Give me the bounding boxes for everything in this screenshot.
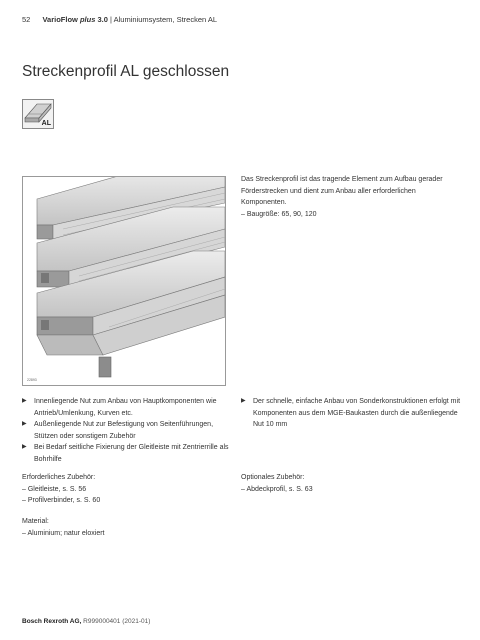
footer-doc: R999000401 (2021-01) — [83, 618, 151, 625]
profile-badge — [22, 99, 54, 129]
required-accessories — [22, 472, 222, 507]
list-item: ▶ Der schnelle, einfache Anbau von Sonderkonstruktionen erfolgt mit Komponenten aus dem MGE-Baukasten durch die außenliegende Nut 10 mm — [241, 396, 461, 431]
list-item: ▶ Außenliegende Nut zur Befestigung von Seitenführungen, Stützen oder sonstigem Zubehör — [22, 419, 232, 442]
required-heading: Erforderliches Zubehör: — [22, 474, 96, 481]
description — [241, 174, 461, 220]
list-item: – Abdeckprofil, s. S. 63 — [241, 485, 313, 493]
page-header — [22, 15, 217, 24]
optional-accessories — [241, 472, 441, 495]
profile-drawing — [23, 177, 225, 385]
material-heading: Material: — [22, 518, 49, 525]
description-text: Das Streckenprofil ist das tragende Element zum Aufbau gerader Förderstrecken und dient zum Anbau aller erforderlichen Komponenten. — [241, 176, 443, 206]
page-number: 52 — [22, 15, 31, 24]
page-title: Streckenprofil AL geschlossen — [22, 63, 230, 80]
features-right — [241, 396, 461, 431]
list-item: – Aluminium; natur eloxiert — [22, 529, 105, 537]
features-left — [22, 396, 232, 465]
brand-name: VarioFlow plus 3.0 — [42, 15, 108, 24]
figure-id: 22893 — [27, 378, 37, 382]
profile-illustration — [22, 176, 226, 386]
size-line: – Baugröße: 65, 90, 120 — [241, 210, 317, 218]
list-item: ▶ Innenliegende Nut zum Anbau von Hauptkomponenten wie Antrieb/Umlenkung, Kurven etc. — [22, 396, 232, 419]
list-item: – Profilverbinder, s. S. 60 — [22, 497, 101, 504]
page-footer — [22, 618, 150, 625]
footer-company: Bosch Rexroth AG, — [22, 618, 82, 625]
header-separator: | — [110, 15, 112, 24]
optional-heading: Optionales Zubehör: — [241, 474, 305, 481]
badge-label: AL — [41, 120, 51, 127]
list-item: ▶ Bei Bedarf seitliche Fixierung der Gleitleiste mit Zentrierrille als Bohrhilfe — [22, 442, 232, 465]
material-section — [22, 516, 222, 539]
header-section: Aluminiumsystem, Strecken AL — [113, 15, 218, 24]
list-item: – Gleitleiste, s. S. 56 — [22, 485, 87, 493]
